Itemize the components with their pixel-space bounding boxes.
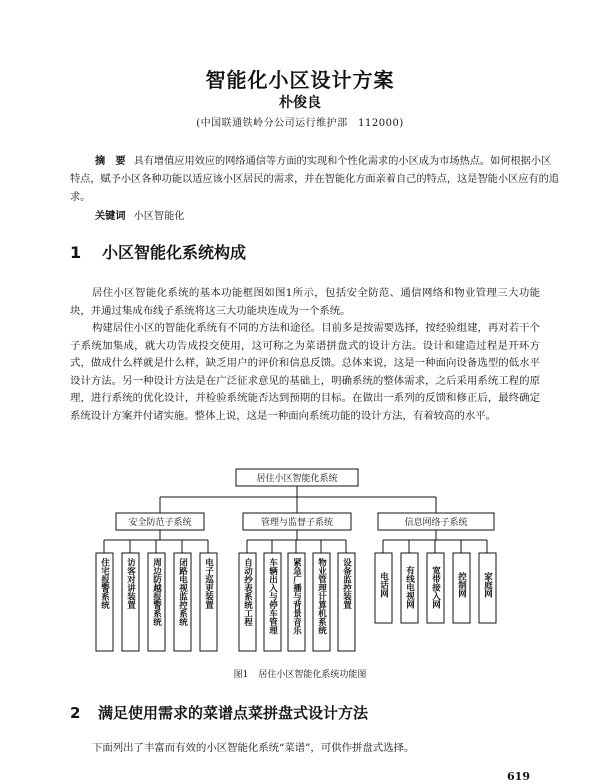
page-number: 619	[507, 770, 530, 783]
leaf-label: 自动抄表系统工程	[242, 558, 253, 626]
figure-1-caption	[0, 667, 600, 680]
leaf-label: 物业管理计算机系统	[316, 558, 327, 635]
root-label: 居住小区智能化系统	[256, 474, 338, 484]
author-name: 朴俊良	[279, 95, 321, 111]
keywords-text: 小区智能化	[133, 211, 185, 222]
leaf-label: 访客对讲装置	[125, 558, 136, 609]
leaf-label: 宽带接入网	[430, 566, 441, 609]
section-2-title: 满足使用需求的菜谱点菜拼盘式设计方法	[98, 704, 369, 722]
section-1-paragraph-1: 居住小区智能化系统的基本功能框图如图1所示，包括安全防范、通信网络和物业管理三大功能块，并通过集成布线子系统将这三大功能块连成为一个系统。	[70, 287, 540, 317]
section-2-paragraph: 下面列出了丰富而有效的小区智能化系统“菜谱”，可供作拼盘式选择。	[92, 742, 415, 754]
leaf-label: 周边防越报警系统	[151, 558, 162, 626]
paper-title: 智能化小区设计方案	[205, 68, 395, 92]
leaf-label: 电话网	[378, 572, 389, 598]
leaf-label: 设备监控装置	[341, 558, 352, 609]
leaf-label: 电子巡更装置	[203, 558, 214, 609]
leaf-label: 紧急广播与背景音乐	[291, 558, 302, 635]
leaf-label: 有线电视网	[404, 566, 415, 609]
author-affiliation: (中国联通铁岭分公司运行维护部 112000)	[196, 118, 404, 129]
leaf-label: 闭路电视监控系统	[177, 558, 188, 626]
leaf-label: 控制网	[456, 572, 467, 598]
group-label-security: 安全防范子系统	[128, 518, 192, 528]
figure-1-label: 图1	[233, 670, 249, 680]
abstract-text: 具有增值应用效应的网络通信等方面的实现和个性化需求的小区成为市场热点。如何根据小区特点，赋予小区各种功能以适应该小区居民的需求，并在智能化方面亲着自己的特点，这是智能小区应有的追求。	[70, 156, 559, 203]
figure-1-caption-text: 居住小区智能化系统功能图	[258, 670, 367, 680]
section-1-paragraph-2: 构建居住小区的智能化系统有不同的方法和途径。目前多是按需要选择，按经验组建，再对若干个子系统加集成，就大功告成投交使用，这可称之为菜谱拼盘式的设计方法。设计和建造过程是开环方式，做成什么样就是什么样，缺乏用户的评价和信息反馈。总体来说，这是一种面向设备选型的低水平设计方法。另一种设计方法是在广泛征求意见的基础上，明确系统的整体需求，之后采用系统工程的原理，进行系统的优化设计，并检验系统能否达到预期的目标。在做出一系列的反馈和修正后，最终确定系统设计方案并付诸实施。整体上说，这是一种面向系统功能的设计方法，有着较高的水平。	[70, 322, 540, 422]
section-1-number: 1	[70, 243, 82, 262]
section-1-title: 小区智能化系统构成	[102, 243, 247, 262]
group-label-network: 信息网络子系统	[404, 518, 468, 528]
section-2-number: 2	[70, 704, 81, 722]
leaf-label: 车辆出入与停车管理	[267, 558, 278, 635]
leaf-label: 住宅报警系统	[99, 558, 110, 609]
group-label-management: 管理与监督子系统	[260, 518, 334, 528]
section-2-heading	[70, 702, 368, 723]
leaf-label: 家庭网	[482, 572, 493, 598]
keywords-label: 关键词	[95, 210, 126, 222]
abstract-label: 摘 要	[95, 155, 126, 167]
